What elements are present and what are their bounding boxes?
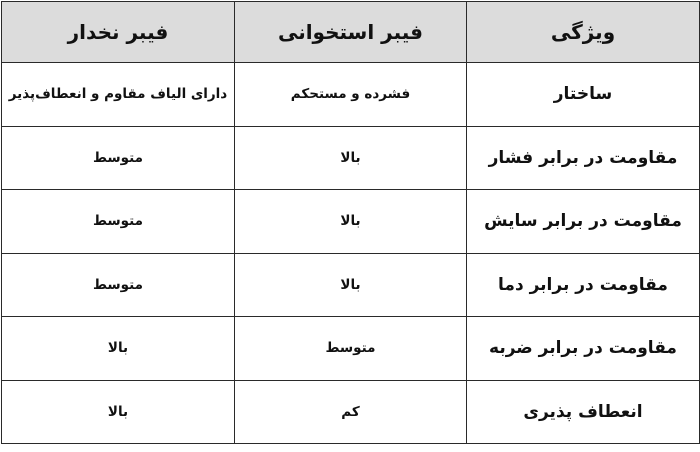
vulcanized-fiber-cell: متوسط xyxy=(2,126,235,190)
header-feature: ویژگی xyxy=(467,2,700,63)
vulcanized-fiber-cell: متوسط xyxy=(2,190,235,254)
header-row xyxy=(2,2,700,63)
vulcanized-fiber-cell: بالا xyxy=(2,380,235,444)
feature-cell: مقاومت در برابر سایش xyxy=(467,190,700,254)
feature-cell: مقاومت در برابر دما xyxy=(467,253,700,317)
bone-fiber-cell: بالا xyxy=(235,190,467,254)
vulcanized-fiber-cell: بالا xyxy=(2,317,235,381)
table-header xyxy=(2,2,700,63)
bone-fiber-cell: کم xyxy=(235,380,467,444)
table-row xyxy=(2,317,700,381)
feature-cell: مقاومت در برابر ضربه xyxy=(467,317,700,381)
comparison-table xyxy=(1,1,700,444)
bone-fiber-cell: فشرده و مستحکم xyxy=(235,63,467,127)
feature-cell: ساختار xyxy=(467,63,700,127)
bone-fiber-cell: بالا xyxy=(235,253,467,317)
feature-cell: انعطاف پذیری xyxy=(467,380,700,444)
table-row xyxy=(2,380,700,444)
vulcanized-fiber-cell: دارای الیاف مقاوم و انعطاف‌پذیر xyxy=(2,63,235,127)
header-vulcanized-fiber: فیبر نخدار xyxy=(2,2,235,63)
feature-cell: مقاومت در برابر فشار xyxy=(467,126,700,190)
table-row xyxy=(2,190,700,254)
bone-fiber-cell: بالا xyxy=(235,126,467,190)
header-bone-fiber: فیبر استخوانی xyxy=(235,2,467,63)
vulcanized-fiber-cell: متوسط xyxy=(2,253,235,317)
table-body xyxy=(2,63,700,444)
table-row xyxy=(2,253,700,317)
table-row xyxy=(2,63,700,127)
bone-fiber-cell: متوسط xyxy=(235,317,467,381)
table-row xyxy=(2,126,700,190)
